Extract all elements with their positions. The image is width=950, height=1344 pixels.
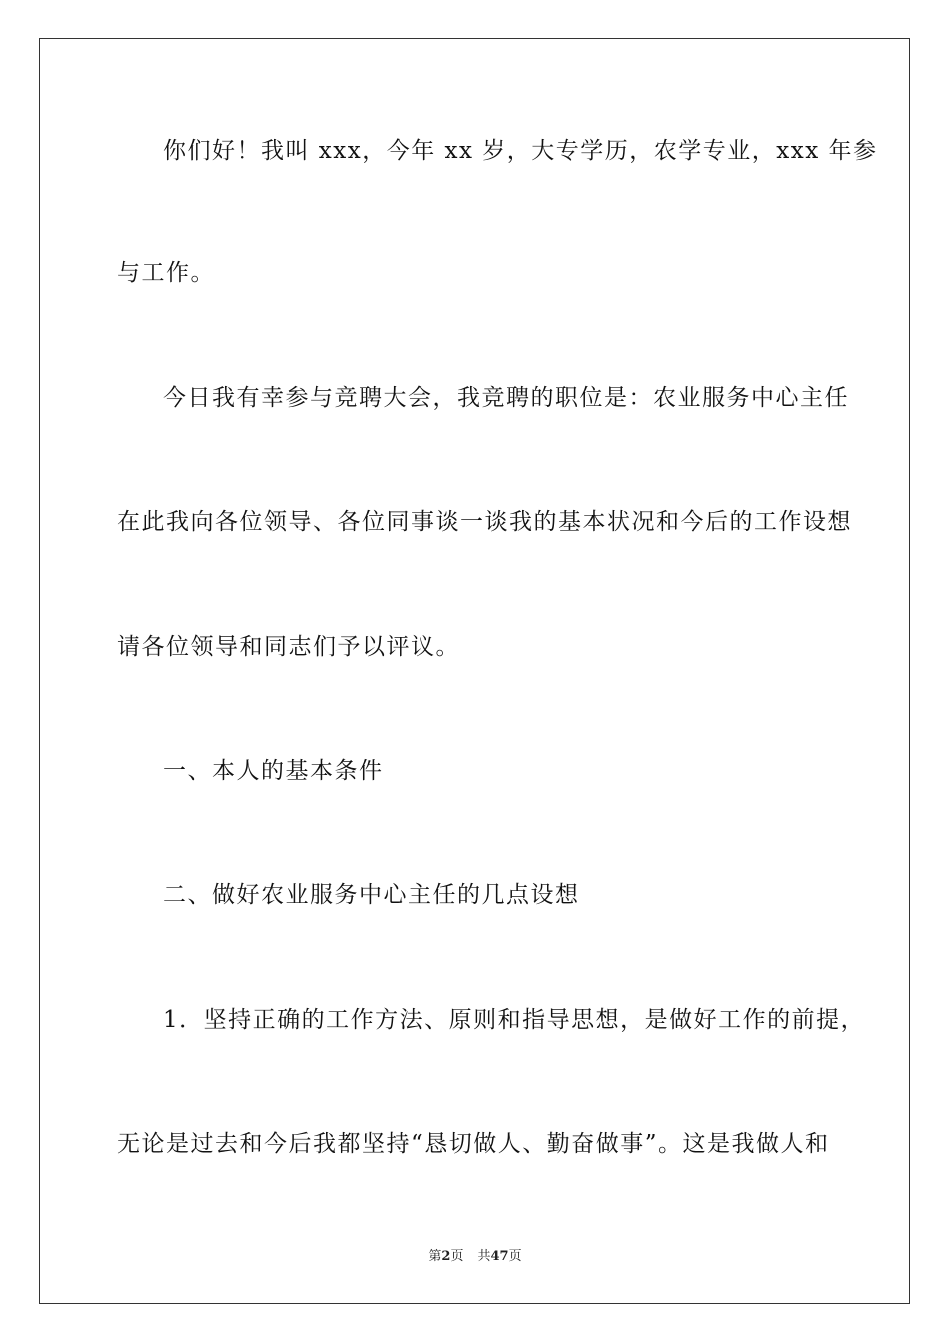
paragraph-line: 你们好！我叫 xxx，今年 xx 岁，大专学历，农学专业，xxx 年参 xyxy=(163,138,878,164)
footer-page-prefix: 第 xyxy=(428,1249,442,1264)
paragraph-line: 无论是过去和今后我都坚持“恳切做人、勤奋做事”。这是我做人和 xyxy=(117,1131,830,1157)
page-footer xyxy=(0,1248,950,1266)
footer-total-pages: 47 xyxy=(490,1249,509,1264)
footer-page-number: 2 xyxy=(441,1249,451,1264)
section-heading: 一、本人的基本条件 xyxy=(163,758,384,784)
page-frame xyxy=(39,38,910,1304)
footer-total-suffix: 页 xyxy=(508,1249,522,1264)
paragraph-line: 与工作。 xyxy=(117,260,215,286)
footer-total-prefix: 共 xyxy=(477,1249,491,1264)
footer-page-suffix: 页 xyxy=(450,1249,464,1264)
paragraph-line: 1．坚持正确的工作方法、原则和指导思想，是做好工作的前提， xyxy=(163,1007,866,1033)
paragraph-line: 请各位领导和同志们予以评议。 xyxy=(117,634,460,660)
paragraph-line: 今日我有幸参与竞聘大会，我竞聘的职位是：农业服务中心主任 xyxy=(163,385,849,411)
section-heading: 二、做好农业服务中心主任的几点设想 xyxy=(163,882,580,908)
paragraph-line: 在此我向各位领导、各位同事谈一谈我的基本状况和今后的工作设想 xyxy=(117,509,852,535)
